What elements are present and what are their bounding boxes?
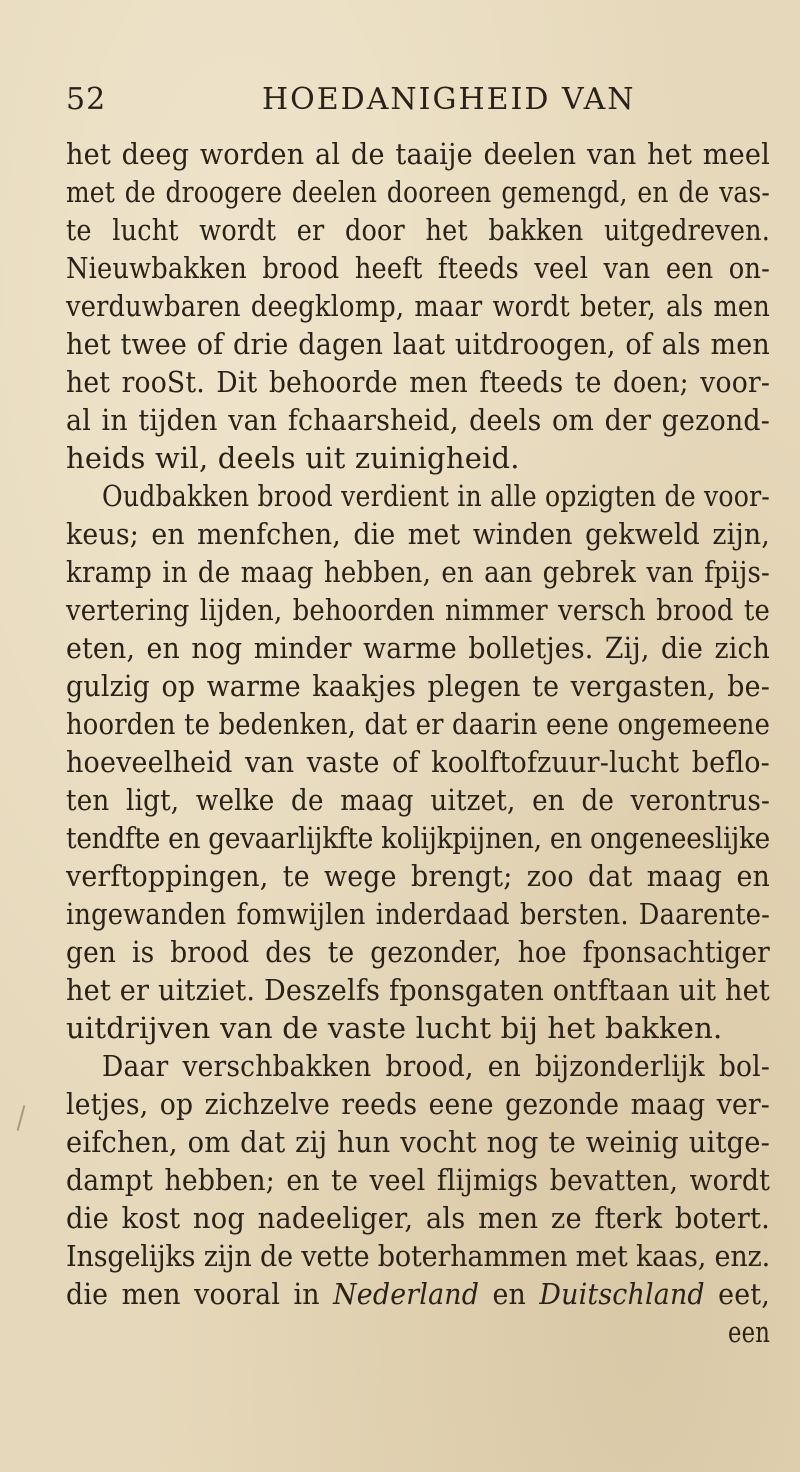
text-line: keus; en menfchen, die met winden gekweld zijn, [66, 517, 770, 551]
running-head: HOEDANIGHEID VAN [262, 82, 636, 117]
text-line: vertering lijden, behoorden nimmer versch brood te [66, 593, 770, 627]
place-name-nederland: Nederland [333, 1277, 480, 1311]
text-line: hoeveelheid van vaste of koolftofzuur-lucht beflo- [66, 745, 770, 779]
catchword: een [728, 1315, 770, 1349]
text-line: Oudbakken brood verdient in alle opzigten de voor- [102, 479, 770, 513]
text-line: eten, en nog minder warme bolletjes. Zij, die zich [66, 631, 771, 665]
text-line: het rooSt. Dit behoorde men fteeds te doen; voor- [66, 365, 771, 399]
text-line: ten ligt, welke de maag uitzet, en de verontrus- [66, 783, 771, 817]
text-line: te lucht wordt er door het bakken uitgedreven. [66, 213, 771, 247]
text-fragment: eet, [718, 1277, 770, 1311]
text-line: Nieuwbakken brood heeft fteeds veel van een on- [66, 251, 770, 285]
text-line [66, 1276, 770, 1312]
text-line: tendfte en gevaarlijkfte kolijkpijnen, en ongeneeslijke [66, 821, 771, 855]
page-number: 52 [66, 82, 107, 117]
text-line: het er uitziet. Deszelfs fponsgaten ontftaan uit het [66, 973, 771, 1007]
text-fragment: die men vooral in [66, 1277, 320, 1311]
text-line: heids wil, deels uit zuinigheid. [66, 441, 520, 475]
text-line: verduwbaren deegklomp, maar wordt beter, als men [66, 289, 771, 323]
text-line: verftoppingen, te wege brengt; zoo dat maag en [66, 859, 770, 893]
text-line: die kost nog nadeeliger, als men ze fterk botert. [66, 1201, 770, 1235]
text-line: Insgelijks zijn de vette boterhammen met kaas, enz. [66, 1239, 771, 1273]
text-line: gulzig op warme kaakjes plegen te vergasten, be- [66, 669, 770, 703]
text-fragment: en [492, 1277, 527, 1311]
text-line: Daar verschbakken brood, en bijzonderlijk bol- [102, 1049, 770, 1083]
text-line: met de droogere deelen dooreen gemengd, en de vas- [66, 175, 771, 209]
text-line: hoorden te bedenken, dat er daarin eene ongemeene [66, 707, 771, 741]
text-line: uitdrijven van de vaste lucht bij het bakken. [66, 1011, 723, 1045]
place-name-duitschland: Duitschland [539, 1277, 705, 1311]
text-line: ingewanden fomwijlen inderdaad bersten. Daarente- [66, 897, 770, 931]
text-line: gen is brood des te gezonder, hoe fponsachtiger [66, 935, 770, 969]
text-line: het twee of drie dagen laat uitdroogen, of als men [66, 327, 770, 361]
text-line: letjes, op zichzelve reeds eene gezonde maag ver- [66, 1087, 770, 1121]
text-line: kramp in de maag hebben, en aan gebrek van fpijs- [66, 555, 770, 589]
text-line: dampt hebben; en te veel flijmigs bevatten, wordt [66, 1163, 771, 1197]
text-line: al in tijden van fchaarsheid, deels om der gezond- [66, 403, 770, 437]
text-line: het deeg worden al de taaije deelen van het meel [66, 137, 771, 171]
text-line: eifchen, om dat zij hun vocht nog te weinig uitge- [66, 1125, 771, 1159]
